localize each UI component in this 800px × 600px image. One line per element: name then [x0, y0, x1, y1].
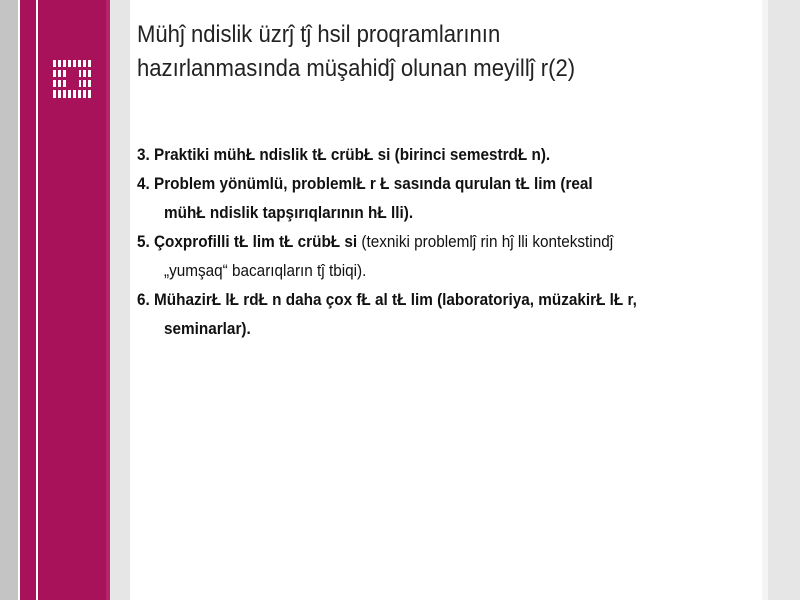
list-item-5-line1	[137, 227, 758, 256]
slide-body	[137, 140, 757, 343]
list-item-5-normal: (texniki problemlĵ rin hĵ lli kontekstindĵ	[357, 232, 614, 251]
list-item-3	[137, 140, 758, 169]
list-item-5-bold: 5. Çoxprofilli tŁ lim tŁ crübŁ si	[137, 232, 358, 251]
list-item-4-line2: mühŁ ndislik tapşırıqlarının hŁ lli).	[164, 203, 414, 222]
title-line-1: Mühĵ ndislik üzrĵ tĵ hsil proqramlarının	[137, 21, 501, 48]
list-item-5	[137, 227, 758, 285]
list-item-5-line2: „yumşaq“ bacarıqların tĵ tbiqi).	[164, 261, 367, 280]
magenta-thin-stripe	[20, 0, 36, 600]
slide-title	[137, 18, 707, 86]
grid-logo-icon	[53, 60, 93, 98]
list-item-4	[137, 169, 758, 227]
list-item-6-line2: seminarlar).	[164, 319, 251, 338]
list-item-3-text: 3. Praktiki mühŁ ndislik tŁ crübŁ si (birinci semestrdŁ n).	[137, 145, 551, 164]
list-item-4-line1: 4. Problem yönümlü, problemlŁ r Ł sasında qurulan tŁ lim (real	[137, 174, 593, 193]
list-item-6-line1: 6. MühazirŁ lŁ rdŁ n daha çox fŁ al tŁ lim (laboratoriya, müzakirŁ lŁ r,	[137, 290, 637, 309]
left-gray-border	[0, 0, 18, 600]
content-left-margin	[110, 0, 130, 600]
list-item-6	[137, 285, 758, 343]
title-line-2: hazırlanmasında müşahidĵ olunan meyillĵ r(2)	[137, 55, 576, 82]
right-divider	[762, 0, 768, 600]
